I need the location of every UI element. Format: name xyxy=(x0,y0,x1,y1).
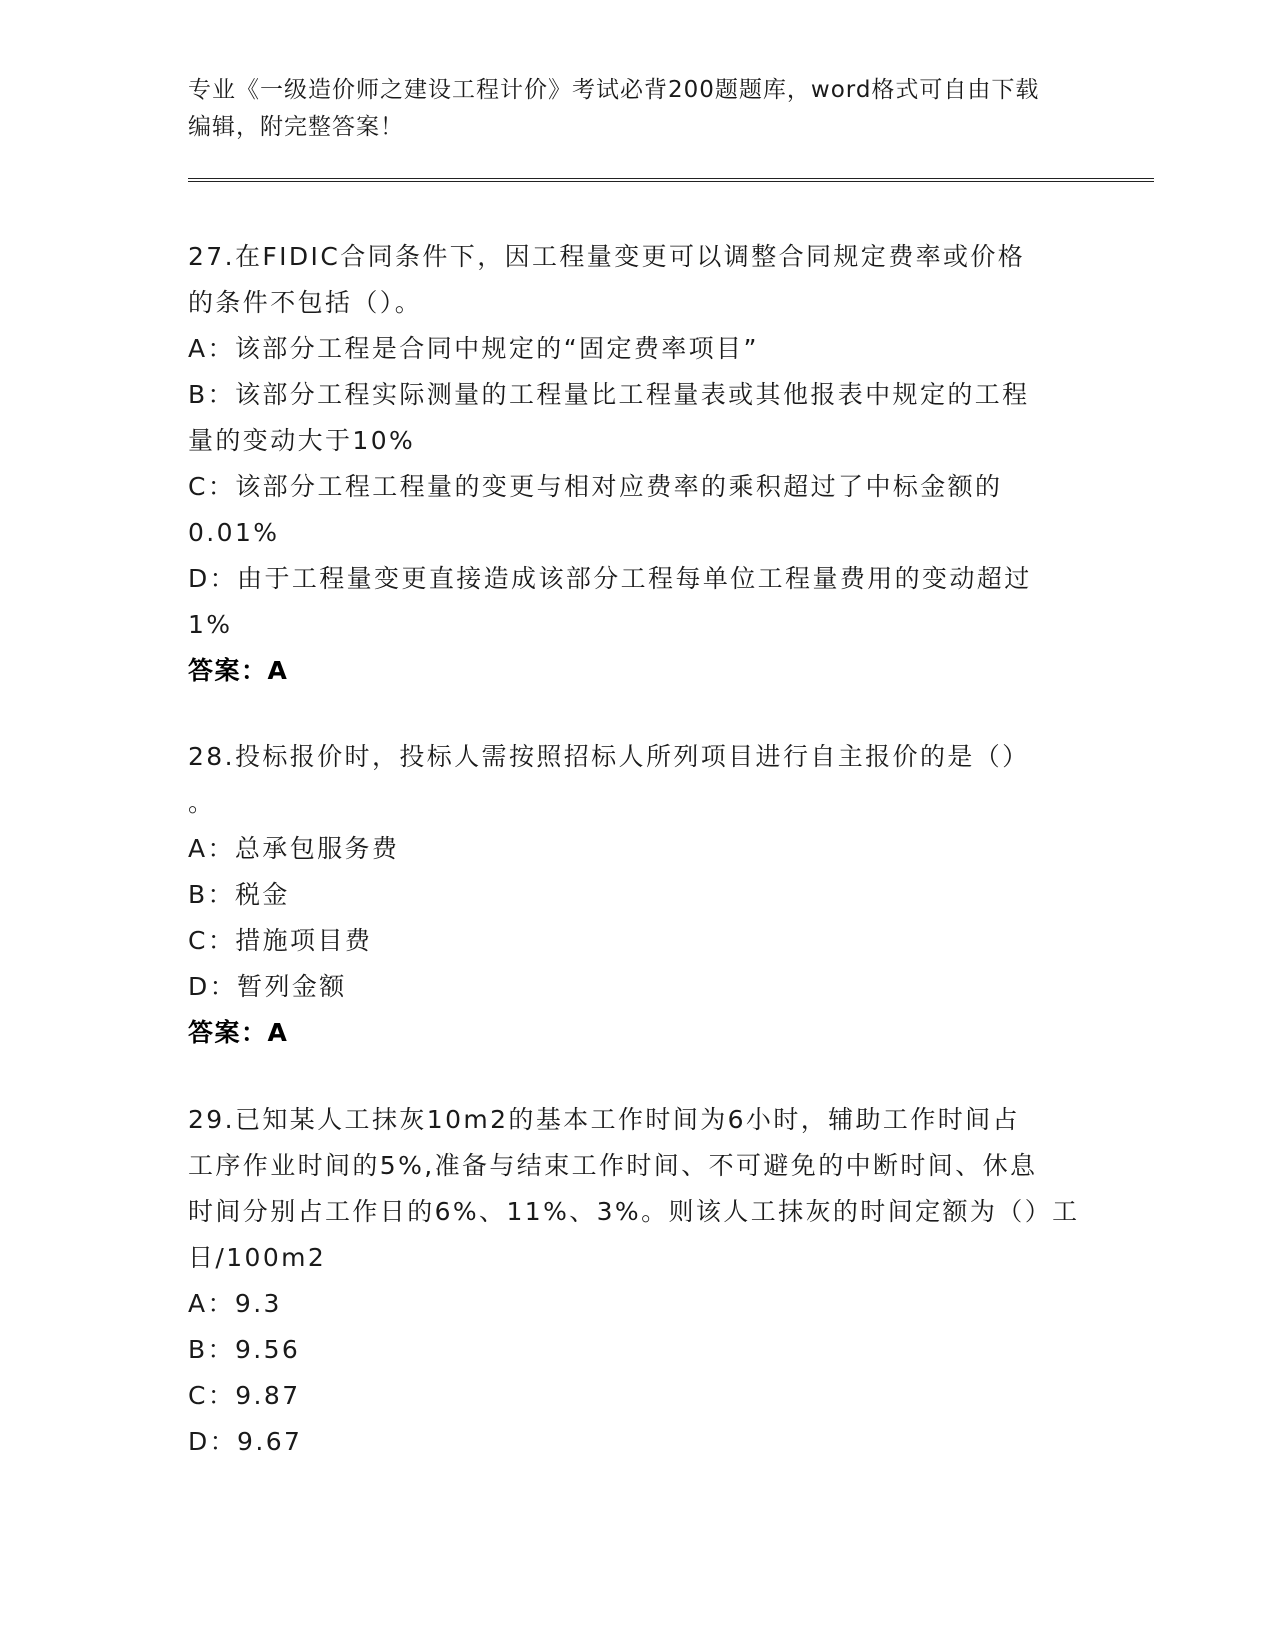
option-b: B：9.56 xyxy=(188,1335,301,1364)
header-line-1: 专业《一级造价师之建设工程计价》考试必背200题题库，word格式可自由下载 xyxy=(188,77,1040,103)
question-27 xyxy=(188,234,1088,694)
question-stem-line: 。 xyxy=(188,788,216,817)
option-c: C：9.87 xyxy=(188,1381,301,1410)
option-c: C：该部分工程工程量的变更与相对应费率的乘积超过了中标金额的 xyxy=(188,472,1003,501)
question-29 xyxy=(188,1097,1088,1465)
option-d: D：9.67 xyxy=(188,1427,303,1456)
option-d-continued: 1% xyxy=(188,610,233,639)
question-stem-line: 日/100m2 xyxy=(188,1243,327,1272)
answer-label: 答案：A xyxy=(188,1018,289,1047)
option-b: B：税金 xyxy=(188,880,290,909)
question-stem-line: 时间分别占工作日的6%、11%、3%。则该人工抹灰的时间定额为（）工 xyxy=(188,1197,1080,1226)
option-a: A：该部分工程是合同中规定的“固定费率项目” xyxy=(188,334,759,363)
answer-label: 答案：A xyxy=(188,656,289,685)
question-stem-line: 27.在FIDIC合同条件下，因工程量变更可以调整合同规定费率或价格 xyxy=(188,242,1026,271)
question-stem-line: 28.投标报价时，投标人需按照招标人所列项目进行自主报价的是（） xyxy=(188,742,1030,771)
option-b: B：该部分工程实际测量的工程量比工程量表或其他报表中规定的工程 xyxy=(188,380,1030,409)
option-b-continued: 量的变动大于10% xyxy=(188,426,416,455)
option-a: A：总承包服务费 xyxy=(188,834,400,863)
option-c: C：措施项目费 xyxy=(188,926,373,955)
option-c-continued: 0.01% xyxy=(188,518,280,547)
option-d: D：暂列金额 xyxy=(188,972,347,1001)
option-d: D：由于工程量变更直接造成该部分工程每单位工程量费用的变动超过 xyxy=(188,564,1032,593)
question-28 xyxy=(188,734,1088,1056)
option-a: A：9.3 xyxy=(188,1289,282,1318)
document-header xyxy=(188,72,1068,146)
question-stem-line: 29.已知某人工抹灰10m2的基本工作时间为6小时，辅助工作时间占 xyxy=(188,1105,1020,1134)
question-stem-line: 工序作业时间的5%,准备与结束工作时间、不可避免的中断时间、休息 xyxy=(188,1151,1038,1180)
header-divider xyxy=(188,178,1154,182)
question-stem-line: 的条件不包括（）。 xyxy=(188,288,423,317)
header-line-2: 编辑，附完整答案！ xyxy=(188,114,404,140)
